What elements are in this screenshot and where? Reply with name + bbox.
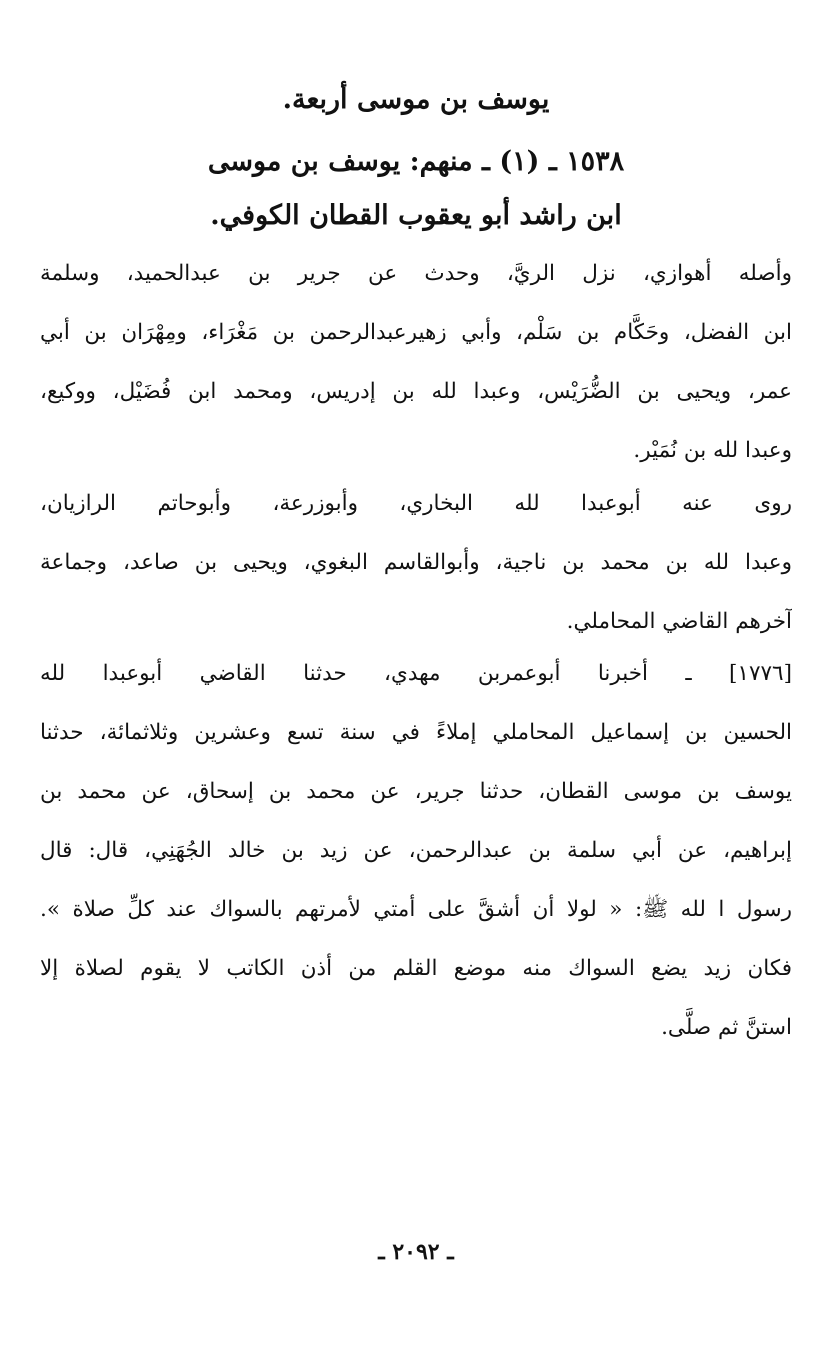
text-line: [١٧٧٦] ـ أخبرنا أبوعمربن مهدي، حدثنا القاضي أبوعبدا لله <box>40 661 792 686</box>
text-line: روى عنه أبوعبدا لله البخاري، وأبوزرعة، وأبوحاتم الرازيان، <box>40 491 792 516</box>
paragraph-narrators <box>40 474 792 651</box>
text-line: يوسف بن موسى القطان، حدثنا جرير، عن محمد بن إسحاق، عن محمد بن <box>40 779 792 804</box>
text-line: إبراهيم، عن أبي سلمة بن عبدالرحمن، عن زيد بن خالد الجُهَنِي، قال: قال <box>40 838 792 863</box>
entry-heading: ١٥٣٨ ـ (١) ـ منهم: يوسف بن موسى <box>207 146 625 177</box>
text-line: ابن الفضل، وحَكَّام بن سَلْم، وأبي زهيرعبدالرحمن بن مَغْرَاء، ومِهْرَان بن أبي <box>40 320 792 345</box>
text-line: فكان زيد يضع السواك منه موضع القلم من أذن الكاتب لا يقوم لصلاة إلا <box>40 956 792 981</box>
text-line: رسول ا لله ﷺ: « لولا أن أشقَّ على أمتي لأمرتهم بالسواك عند كلِّ صلاة ». <box>40 897 792 922</box>
paragraph-hadith <box>40 644 792 1057</box>
text-line: آخرهم القاضي المحاملي. <box>566 609 792 634</box>
section-heading: يوسف بن موسى أربعة. <box>282 84 550 115</box>
text-line: استنَّ ثم صلَّى. <box>661 1015 792 1040</box>
entry-subheading: ابن راشد أبو يعقوب القطان الكوفي. <box>210 200 622 231</box>
text-line: الحسين بن إسماعيل المحاملي إملاءً في سنة تسع وعشرين وثلاثمائة، حدثنا <box>40 720 792 745</box>
paragraph-biography <box>40 244 792 480</box>
page-number: ـ ٢٠٩٢ ـ <box>378 1239 454 1265</box>
text-line: وعبدا لله بن محمد بن ناجية، وأبوالقاسم البغوي، ويحيى بن صاعد، وجماعة <box>40 550 792 575</box>
text-line: عمر، ويحيى بن الضُّرَيْس، وعبدا لله بن إدريس، ومحمد ابن فُضَيْل، ووكيع، <box>40 379 792 404</box>
text-line: وأصله أهوازي، نزل الريَّ، وحدث عن جرير بن عبدالحميد، وسلمة <box>40 261 792 286</box>
text-line: وعبدا لله بن نُمَيْر. <box>633 438 792 463</box>
